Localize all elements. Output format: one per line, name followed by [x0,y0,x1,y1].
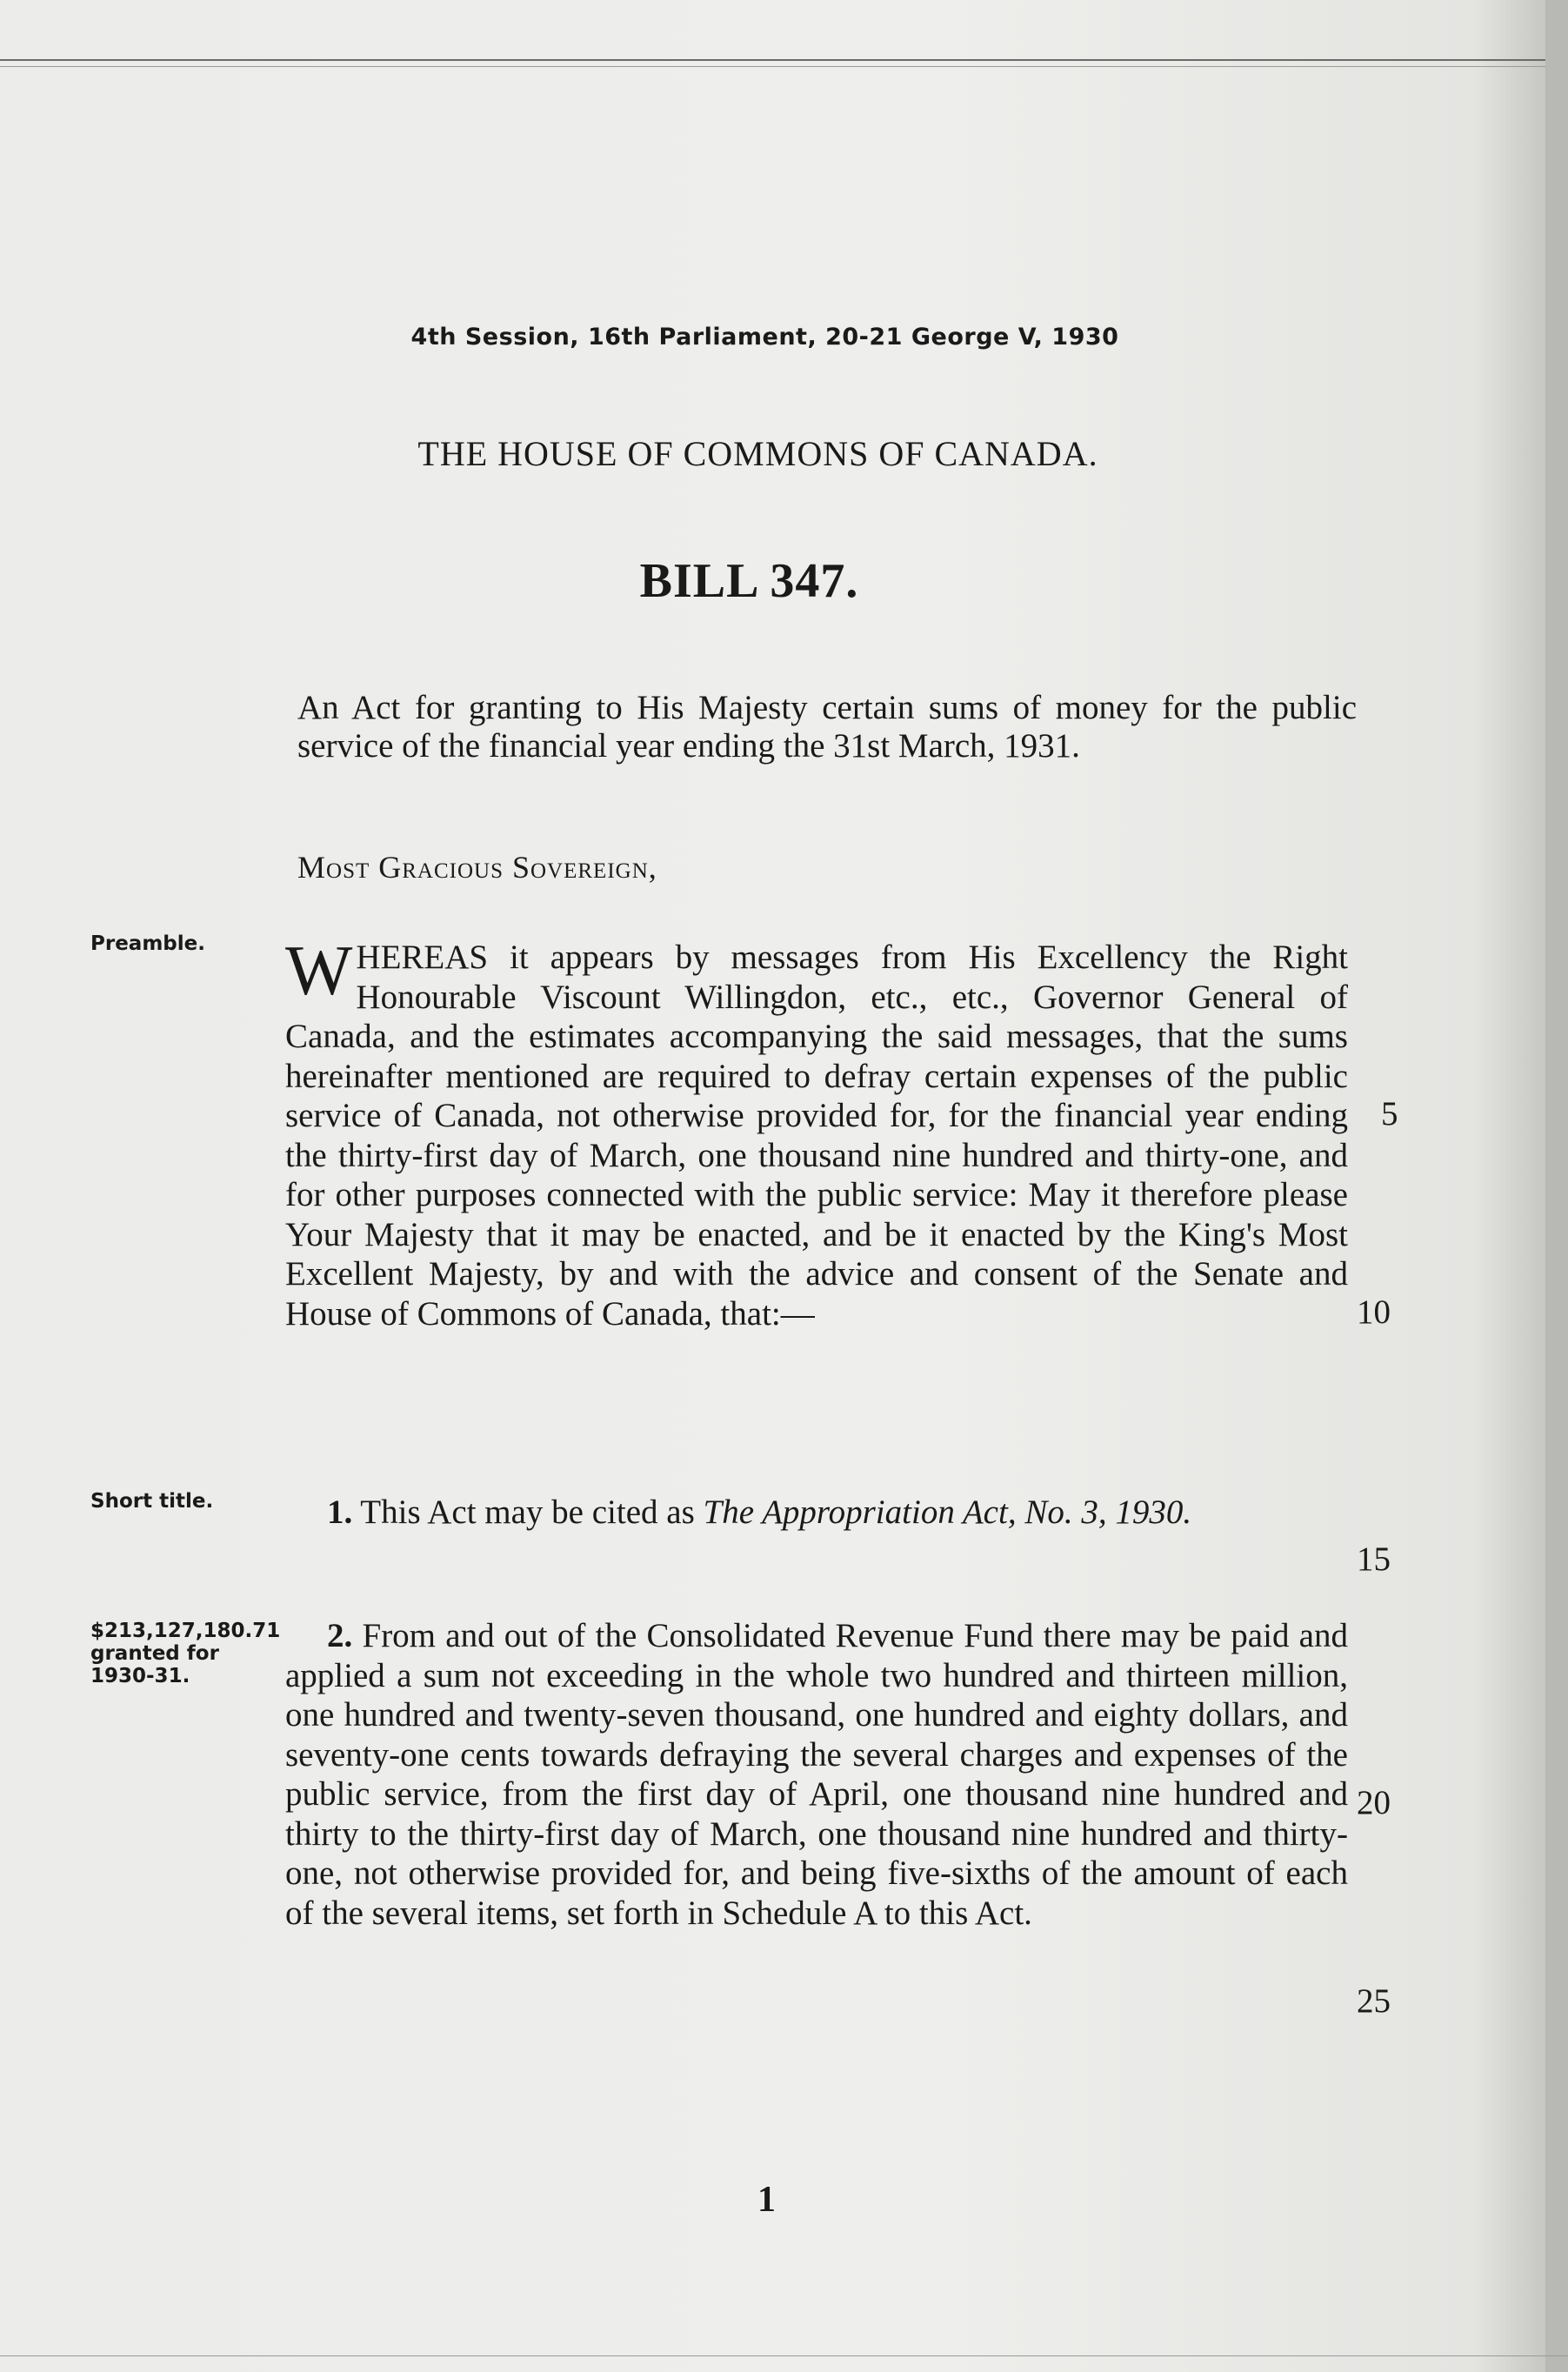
session-line: 4th Session, 16th Parliament, 20-21 George V, 1930 [410,324,1119,351]
bill-number: BILL 347. [639,554,859,608]
drop-cap: W [285,931,353,1010]
margin-note-short-title: Short title. [90,1490,214,1513]
line-number: 20 [1357,1784,1391,1821]
act-long-title: An Act for granting to His Majesty certain sums of money for the public service of the financial year ending the 31st March, 1931. [297,689,1357,765]
section-1-citation: The Appropriation Act, No. 3, 1930. [703,1493,1192,1531]
line-number: 25 [1357,1982,1391,2020]
line-number: 5 [1381,1095,1398,1133]
section-2-paragraph [285,1616,1348,1933]
section-1-paragraph [285,1493,1348,1533]
house-heading: THE HOUSE OF COMMONS OF CANADA. [417,434,1098,473]
section-2-text: From and out of the Consolidated Revenue Fund there may be paid and applied a sum not exceeding in the whole two hundred and thirteen million, one hundred and twenty-seven thousand, one hundred and eighty dollars, and seventy-one cents towards defraying the several charges and expenses of the public service, from the first day of April, one thousand nine hundred and thirty to the thirty-first day of March, one thousand nine hundred and thirty-one, not otherwise provided for, and being five-sixths of the amount of each of the several items, set forth in Schedule A to this Act. [285,1617,1348,1932]
margin-note-grant: $213,127,180.71 granted for 1930-31. [90,1620,281,1687]
page-number: 1 [757,2180,776,2220]
line-number: 15 [1357,1540,1391,1578]
top-rule-secondary [0,66,1568,67]
margin-note-preamble: Preamble. [90,932,205,955]
page-edge-shadow [1545,0,1568,2372]
section-2-number: 2. [327,1617,353,1654]
salutation: Most Gracious Sovereign, [297,850,657,885]
top-rule [0,59,1568,61]
preamble-paragraph [285,931,1348,1333]
line-number: 10 [1357,1293,1391,1331]
section-1-number: 1. [327,1493,353,1531]
preamble-text: HEREAS it appears by messages from His Excellency the Right Honourable Viscount Willingdon, etc., etc., Governor General of Canada, and the estimates accompanying the said messages, that the sums hereinafter mentioned are required to defray certain expenses of the public service of Canada, not otherwise provided for, for the financial year ending the thirty-first day of March, one thousand nine hundred and thirty-one, and for other purposes connected with the public service: May it therefore please Your Majesty that it may be enacted, and be it enacted by the King's Most Excellent Majesty, by and with the advice and consent of the Senate and House of Commons of Canada, that:— [285,939,1348,1333]
section-1-text: This Act may be cited as [360,1493,695,1531]
bottom-rule [0,2355,1568,2356]
